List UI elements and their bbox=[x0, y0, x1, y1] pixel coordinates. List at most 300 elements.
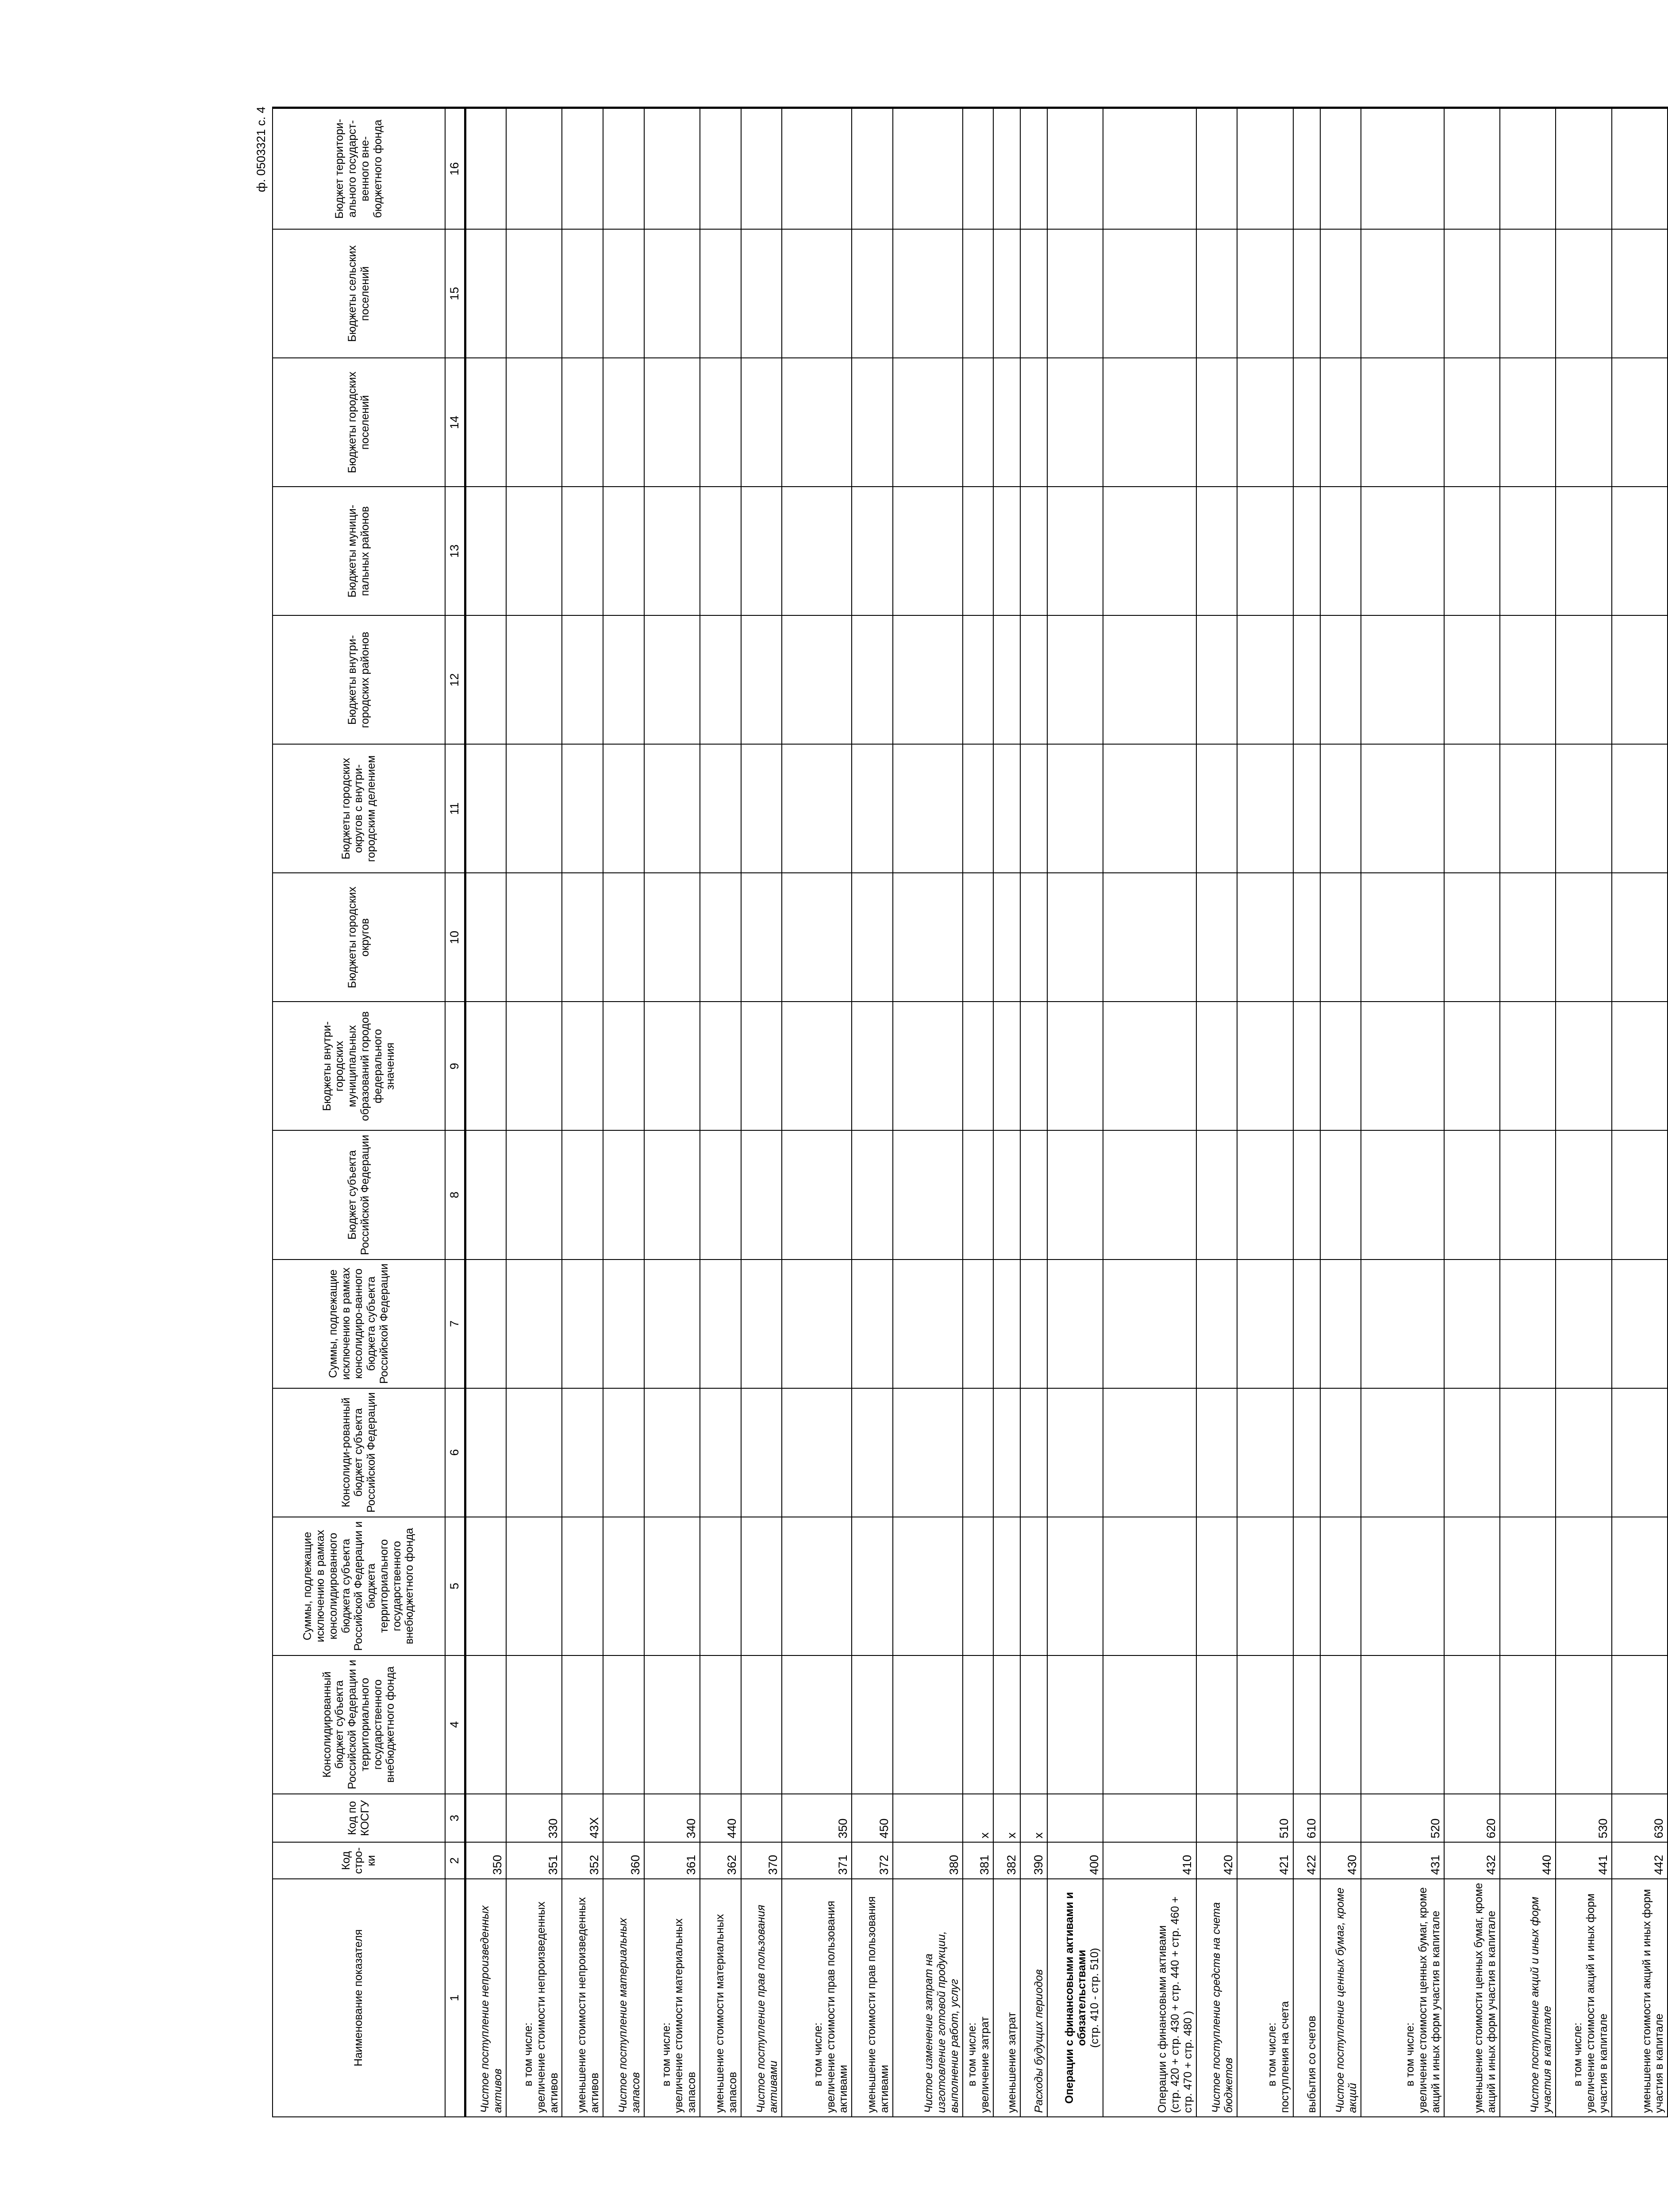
value-cell-col-5 bbox=[741, 1517, 782, 1655]
value-cell-col-13 bbox=[1047, 487, 1103, 615]
value-cell-col-15 bbox=[1556, 229, 1611, 358]
row-name bbox=[465, 1879, 506, 2117]
value-cell-col-10 bbox=[1293, 873, 1320, 1002]
value-cell-col-7 bbox=[963, 1260, 993, 1388]
table-row bbox=[506, 108, 562, 2117]
value-cell-col-16 bbox=[893, 108, 963, 230]
value-cell-col-10 bbox=[562, 873, 603, 1002]
value-cell-col-10 bbox=[963, 873, 993, 1002]
value-cell-col-5 bbox=[1237, 1517, 1293, 1655]
table-row bbox=[1556, 108, 1611, 2117]
value-cell-col-14 bbox=[782, 358, 852, 487]
value-cell-col-8 bbox=[1320, 1130, 1361, 1259]
value-cell-col-4 bbox=[1361, 1655, 1444, 1794]
value-cell-col-13 bbox=[644, 487, 700, 615]
value-cell-col-13 bbox=[1237, 487, 1293, 615]
value-cell-col-6 bbox=[1196, 1388, 1238, 1517]
value-cell-col-12 bbox=[782, 615, 852, 744]
value-cell-col-6 bbox=[1293, 1388, 1320, 1517]
value-cell-col-4 bbox=[741, 1655, 782, 1794]
header-col-12: Бюджеты внутри-городских районов bbox=[273, 615, 445, 744]
value-cell-col-9 bbox=[1361, 1002, 1444, 1130]
row-kosgu: 530 bbox=[1556, 1794, 1611, 1843]
value-cell-col-14 bbox=[1103, 358, 1196, 487]
value-cell-col-16 bbox=[1444, 108, 1500, 230]
value-cell-col-14 bbox=[963, 358, 993, 487]
value-cell-col-4 bbox=[852, 1655, 893, 1794]
value-cell-col-4 bbox=[700, 1655, 741, 1794]
value-cell-col-7 bbox=[893, 1260, 963, 1388]
value-cell-col-7 bbox=[1361, 1260, 1444, 1388]
value-cell-col-11 bbox=[1293, 744, 1320, 873]
header-col-14: Бюджеты городских поселений bbox=[273, 358, 445, 487]
value-cell-col-15 bbox=[506, 229, 562, 358]
table-row bbox=[1196, 108, 1238, 2117]
row-kosgu: 520 bbox=[1361, 1794, 1444, 1843]
value-cell-col-10 bbox=[1196, 873, 1238, 1002]
value-cell-col-13 bbox=[1361, 487, 1444, 615]
value-cell-col-4 bbox=[1237, 1655, 1293, 1794]
row-name bbox=[1293, 1879, 1320, 2117]
value-cell-col-6 bbox=[465, 1388, 506, 1517]
row-code: 441 bbox=[1556, 1842, 1611, 1878]
header-col-11: Бюджеты городских округов с внутри-городским делением bbox=[273, 744, 445, 873]
column-number-10: 10 bbox=[445, 873, 465, 1002]
value-cell-col-6 bbox=[700, 1388, 741, 1517]
row-kosgu: 330 bbox=[506, 1794, 562, 1843]
value-cell-col-12 bbox=[893, 615, 963, 744]
value-cell-col-13 bbox=[1500, 487, 1556, 615]
value-cell-col-15 bbox=[1612, 229, 1668, 358]
column-number-16: 16 bbox=[445, 108, 465, 230]
value-cell-col-10 bbox=[603, 873, 644, 1002]
row-name bbox=[1020, 1879, 1047, 2117]
table-row bbox=[700, 108, 741, 2117]
value-cell-col-6 bbox=[993, 1388, 1020, 1517]
column-number-1: 1 bbox=[445, 1879, 465, 2117]
value-cell-col-6 bbox=[1103, 1388, 1196, 1517]
value-cell-col-14 bbox=[993, 358, 1020, 487]
value-cell-col-15 bbox=[700, 229, 741, 358]
value-cell-col-7 bbox=[993, 1260, 1020, 1388]
value-cell-col-15 bbox=[603, 229, 644, 358]
value-cell-col-5 bbox=[852, 1517, 893, 1655]
value-cell-col-14 bbox=[1320, 358, 1361, 487]
value-cell-col-5 bbox=[1444, 1517, 1500, 1655]
row-code: 360 bbox=[603, 1842, 644, 1878]
value-cell-col-9 bbox=[1320, 1002, 1361, 1130]
value-cell-col-7 bbox=[644, 1260, 700, 1388]
row-name-text: уменьшение стоимости прав пользования активами bbox=[865, 1896, 891, 2113]
value-cell-col-13 bbox=[465, 487, 506, 615]
value-cell-col-13 bbox=[1293, 487, 1320, 615]
value-cell-col-14 bbox=[1293, 358, 1320, 487]
row-name-text: Чистое поступление материальных запасов bbox=[617, 1918, 642, 2113]
table-row bbox=[1361, 108, 1444, 2117]
table-row bbox=[1103, 108, 1196, 2117]
row-kosgu: x bbox=[1020, 1794, 1047, 1843]
value-cell-col-10 bbox=[1612, 873, 1668, 1002]
value-cell-col-13 bbox=[1612, 487, 1668, 615]
value-cell-col-11 bbox=[1556, 744, 1611, 873]
row-name bbox=[1556, 1879, 1611, 2117]
row-name bbox=[852, 1879, 893, 2117]
value-cell-col-4 bbox=[993, 1655, 1020, 1794]
table-row bbox=[1612, 108, 1668, 2117]
value-cell-col-15 bbox=[893, 229, 963, 358]
row-code: 400 bbox=[1047, 1842, 1103, 1878]
value-cell-col-7 bbox=[1020, 1260, 1047, 1388]
value-cell-col-6 bbox=[644, 1388, 700, 1517]
header-col-9: Бюджеты внутри-городских муниципальных образований городов федерального значения bbox=[273, 1002, 445, 1130]
header-col-3: Код по КОСГУ bbox=[273, 1794, 445, 1843]
row-code: 442 bbox=[1612, 1842, 1668, 1878]
value-cell-col-6 bbox=[1444, 1388, 1500, 1517]
value-cell-col-13 bbox=[852, 487, 893, 615]
value-cell-col-10 bbox=[1047, 873, 1103, 1002]
row-name-text: Чистое поступление непроизведенных активов bbox=[479, 1905, 504, 2113]
value-cell-col-15 bbox=[1320, 229, 1361, 358]
value-cell-col-4 bbox=[562, 1655, 603, 1794]
column-number-3: 3 bbox=[445, 1794, 465, 1843]
value-cell-col-15 bbox=[782, 229, 852, 358]
value-cell-col-11 bbox=[1444, 744, 1500, 873]
value-cell-col-15 bbox=[741, 229, 782, 358]
row-name-subtext: (стр. 420 + стр. 430 + стр. 440 + стр. 460 + стр. 470 + стр. 480 ) bbox=[1169, 1896, 1194, 2113]
value-cell-col-6 bbox=[1320, 1388, 1361, 1517]
value-cell-col-16 bbox=[1361, 108, 1444, 230]
value-cell-col-13 bbox=[1020, 487, 1047, 615]
value-cell-col-6 bbox=[782, 1388, 852, 1517]
value-cell-col-12 bbox=[603, 615, 644, 744]
value-cell-col-9 bbox=[1103, 1002, 1196, 1130]
row-code: 380 bbox=[893, 1842, 963, 1878]
value-cell-col-15 bbox=[1500, 229, 1556, 358]
value-cell-col-5 bbox=[963, 1517, 993, 1655]
value-cell-col-8 bbox=[506, 1130, 562, 1259]
value-cell-col-8 bbox=[782, 1130, 852, 1259]
value-cell-col-5 bbox=[1020, 1517, 1047, 1655]
value-cell-col-16 bbox=[1196, 108, 1238, 230]
value-cell-col-8 bbox=[1500, 1130, 1556, 1259]
value-cell-col-4 bbox=[644, 1655, 700, 1794]
row-kosgu: x bbox=[993, 1794, 1020, 1843]
value-cell-col-16 bbox=[603, 108, 644, 230]
value-cell-col-16 bbox=[1612, 108, 1668, 230]
row-kosgu bbox=[1320, 1794, 1361, 1843]
value-cell-col-14 bbox=[1556, 358, 1611, 487]
row-kosgu: 610 bbox=[1293, 1794, 1320, 1843]
value-cell-col-6 bbox=[1361, 1388, 1444, 1517]
row-code: 361 bbox=[644, 1842, 700, 1878]
value-cell-col-9 bbox=[1444, 1002, 1500, 1130]
row-code: 431 bbox=[1361, 1842, 1444, 1878]
value-cell-col-12 bbox=[1020, 615, 1047, 744]
value-cell-col-9 bbox=[852, 1002, 893, 1130]
row-name-text: Чистое поступление средств на счета бюджетов bbox=[1210, 1902, 1235, 2113]
value-cell-col-4 bbox=[1020, 1655, 1047, 1794]
value-cell-col-9 bbox=[741, 1002, 782, 1130]
row-name-text: уменьшение стоимости непроизведенных активов bbox=[576, 1897, 601, 2113]
value-cell-col-15 bbox=[1020, 229, 1047, 358]
value-cell-col-4 bbox=[1103, 1655, 1196, 1794]
value-cell-col-5 bbox=[1556, 1517, 1611, 1655]
value-cell-col-4 bbox=[1500, 1655, 1556, 1794]
value-cell-col-15 bbox=[1293, 229, 1320, 358]
value-cell-col-13 bbox=[741, 487, 782, 615]
value-cell-col-10 bbox=[700, 873, 741, 1002]
value-cell-col-14 bbox=[644, 358, 700, 487]
row-kosgu: 450 bbox=[852, 1794, 893, 1843]
value-cell-col-4 bbox=[1320, 1655, 1361, 1794]
row-name bbox=[1361, 1879, 1444, 2117]
value-cell-col-6 bbox=[1500, 1388, 1556, 1517]
value-cell-col-11 bbox=[963, 744, 993, 873]
table-row bbox=[741, 108, 782, 2117]
value-cell-col-14 bbox=[603, 358, 644, 487]
row-code: 351 bbox=[506, 1842, 562, 1878]
value-cell-col-4 bbox=[893, 1655, 963, 1794]
row-name bbox=[893, 1879, 963, 2117]
row-name-text: в том числе: bbox=[1266, 2022, 1278, 2086]
value-cell-col-5 bbox=[1196, 1517, 1238, 1655]
table-row bbox=[1444, 108, 1500, 2117]
value-cell-col-4 bbox=[1047, 1655, 1103, 1794]
value-cell-col-5 bbox=[993, 1517, 1020, 1655]
row-kosgu bbox=[1196, 1794, 1238, 1843]
value-cell-col-16 bbox=[1237, 108, 1293, 230]
row-code: 371 bbox=[782, 1842, 852, 1878]
header-col-15: Бюджеты сельских поселений bbox=[273, 229, 445, 358]
value-cell-col-5 bbox=[506, 1517, 562, 1655]
value-cell-col-15 bbox=[852, 229, 893, 358]
value-cell-col-7 bbox=[1103, 1260, 1196, 1388]
value-cell-col-6 bbox=[1556, 1388, 1611, 1517]
value-cell-col-8 bbox=[1361, 1130, 1444, 1259]
row-code: 430 bbox=[1320, 1842, 1361, 1878]
value-cell-col-12 bbox=[1196, 615, 1238, 744]
value-cell-col-16 bbox=[1047, 108, 1103, 230]
value-cell-col-15 bbox=[1047, 229, 1103, 358]
row-name bbox=[644, 1879, 700, 2117]
column-number-6: 6 bbox=[445, 1388, 465, 1517]
value-cell-col-9 bbox=[1020, 1002, 1047, 1130]
value-cell-col-9 bbox=[506, 1002, 562, 1130]
row-code: 381 bbox=[963, 1842, 993, 1878]
value-cell-col-11 bbox=[603, 744, 644, 873]
value-cell-col-10 bbox=[893, 873, 963, 1002]
row-code: 432 bbox=[1444, 1842, 1500, 1878]
column-number-5: 5 bbox=[445, 1517, 465, 1655]
value-cell-col-12 bbox=[963, 615, 993, 744]
value-cell-col-13 bbox=[562, 487, 603, 615]
header-col-16: Бюджет территори-ального государст-венного вне-бюджетного фонда bbox=[273, 108, 445, 230]
row-name-text: Операции с финансовыми активами bbox=[1156, 1925, 1169, 2113]
value-cell-col-7 bbox=[562, 1260, 603, 1388]
value-cell-col-9 bbox=[782, 1002, 852, 1130]
value-cell-col-14 bbox=[741, 358, 782, 487]
value-cell-col-11 bbox=[644, 744, 700, 873]
value-cell-col-9 bbox=[1612, 1002, 1668, 1130]
value-cell-col-8 bbox=[562, 1130, 603, 1259]
row-kosgu bbox=[603, 1794, 644, 1843]
row-code: 422 bbox=[1293, 1842, 1320, 1878]
table-row bbox=[603, 108, 644, 2117]
value-cell-col-12 bbox=[1293, 615, 1320, 744]
row-name-text: Чистое поступление ценных бумаг, кроме акций bbox=[1334, 1887, 1359, 2113]
value-cell-col-4 bbox=[963, 1655, 993, 1794]
row-code: 370 bbox=[741, 1842, 782, 1878]
value-cell-col-9 bbox=[1237, 1002, 1293, 1130]
value-cell-col-11 bbox=[852, 744, 893, 873]
value-cell-col-16 bbox=[1293, 108, 1320, 230]
value-cell-col-5 bbox=[700, 1517, 741, 1655]
value-cell-col-6 bbox=[893, 1388, 963, 1517]
value-cell-col-9 bbox=[700, 1002, 741, 1130]
value-cell-col-14 bbox=[1612, 358, 1668, 487]
table-row bbox=[782, 108, 852, 2117]
value-cell-col-13 bbox=[603, 487, 644, 615]
value-cell-col-15 bbox=[644, 229, 700, 358]
value-cell-col-10 bbox=[1320, 873, 1361, 1002]
value-cell-col-11 bbox=[782, 744, 852, 873]
table-row bbox=[852, 108, 893, 2117]
header-col-6: Консолиди-рованный бюджет субъекта Российской Федерации bbox=[273, 1388, 445, 1517]
value-cell-col-6 bbox=[741, 1388, 782, 1517]
value-cell-col-7 bbox=[741, 1260, 782, 1388]
value-cell-col-11 bbox=[506, 744, 562, 873]
column-number-4: 4 bbox=[445, 1655, 465, 1794]
value-cell-col-13 bbox=[1556, 487, 1611, 615]
value-cell-col-8 bbox=[1196, 1130, 1238, 1259]
header-col-2: Код стро-ки bbox=[273, 1842, 445, 1878]
value-cell-col-8 bbox=[644, 1130, 700, 1259]
value-cell-col-11 bbox=[1103, 744, 1196, 873]
value-cell-col-16 bbox=[963, 108, 993, 230]
value-cell-col-15 bbox=[963, 229, 993, 358]
value-cell-col-8 bbox=[700, 1130, 741, 1259]
value-cell-col-4 bbox=[506, 1655, 562, 1794]
value-cell-col-5 bbox=[562, 1517, 603, 1655]
value-cell-col-10 bbox=[465, 873, 506, 1002]
row-code: 421 bbox=[1237, 1842, 1293, 1878]
row-code: 420 bbox=[1196, 1842, 1238, 1878]
row-name-subtext: поступления на счета bbox=[1278, 2001, 1291, 2113]
value-cell-col-10 bbox=[1020, 873, 1047, 1002]
table-row bbox=[1047, 108, 1103, 2117]
rotated-form bbox=[254, 107, 1668, 2117]
row-kosgu: 340 bbox=[644, 1794, 700, 1843]
row-name-text: в том числе: bbox=[1404, 2022, 1417, 2086]
value-cell-col-10 bbox=[1500, 873, 1556, 1002]
value-cell-col-8 bbox=[465, 1130, 506, 1259]
value-cell-col-11 bbox=[893, 744, 963, 873]
value-cell-col-16 bbox=[1556, 108, 1611, 230]
value-cell-col-9 bbox=[893, 1002, 963, 1130]
row-name-subtext: увеличение стоимости акций и иных форм участия в капитале bbox=[1584, 1893, 1610, 2113]
value-cell-col-13 bbox=[1320, 487, 1361, 615]
value-cell-col-11 bbox=[1020, 744, 1047, 873]
value-cell-col-5 bbox=[1047, 1517, 1103, 1655]
value-cell-col-5 bbox=[1320, 1517, 1361, 1655]
value-cell-col-8 bbox=[1444, 1130, 1500, 1259]
value-cell-col-7 bbox=[1320, 1260, 1361, 1388]
value-cell-col-8 bbox=[1556, 1130, 1611, 1259]
row-code: 362 bbox=[700, 1842, 741, 1878]
value-cell-col-11 bbox=[700, 744, 741, 873]
value-cell-col-4 bbox=[1556, 1655, 1611, 1794]
column-number-8: 8 bbox=[445, 1130, 465, 1259]
value-cell-col-14 bbox=[506, 358, 562, 487]
value-cell-col-10 bbox=[852, 873, 893, 1002]
value-cell-col-12 bbox=[700, 615, 741, 744]
value-cell-col-7 bbox=[852, 1260, 893, 1388]
value-cell-col-9 bbox=[1500, 1002, 1556, 1130]
value-cell-col-4 bbox=[1444, 1655, 1500, 1794]
row-code: 390 bbox=[1020, 1842, 1047, 1878]
table-row bbox=[1237, 108, 1293, 2117]
column-number-12: 12 bbox=[445, 615, 465, 744]
value-cell-col-5 bbox=[1361, 1517, 1444, 1655]
value-cell-col-12 bbox=[993, 615, 1020, 744]
row-kosgu bbox=[741, 1794, 782, 1843]
value-cell-col-14 bbox=[852, 358, 893, 487]
value-cell-col-7 bbox=[1500, 1260, 1556, 1388]
table-row bbox=[993, 108, 1020, 2117]
value-cell-col-5 bbox=[1612, 1517, 1668, 1655]
row-name bbox=[700, 1879, 741, 2117]
value-cell-col-10 bbox=[741, 873, 782, 1002]
row-kosgu: 510 bbox=[1237, 1794, 1293, 1843]
value-cell-col-9 bbox=[963, 1002, 993, 1130]
row-kosgu: x bbox=[963, 1794, 993, 1843]
value-cell-col-6 bbox=[1612, 1388, 1668, 1517]
row-name-subtext: увеличение стоимости непроизведенных активов bbox=[534, 1901, 560, 2113]
value-cell-col-16 bbox=[1103, 108, 1196, 230]
value-cell-col-9 bbox=[1293, 1002, 1320, 1130]
row-kosgu bbox=[1500, 1794, 1556, 1843]
table-row bbox=[1320, 108, 1361, 2117]
value-cell-col-13 bbox=[700, 487, 741, 615]
value-cell-col-13 bbox=[893, 487, 963, 615]
value-cell-col-9 bbox=[1047, 1002, 1103, 1130]
value-cell-col-11 bbox=[993, 744, 1020, 873]
header-col-5: Суммы, подлежащие исключению в рамках консолидированного бюджета субъекта Российской Федерации и бюджета территориального государственного внебюджетного фонда bbox=[273, 1517, 445, 1655]
row-name-text: Чистое изменение затрат на изготовление готовой продукции, выполнение работ, услуг bbox=[922, 1931, 961, 2113]
value-cell-col-12 bbox=[1500, 615, 1556, 744]
value-cell-col-13 bbox=[1196, 487, 1238, 615]
row-name bbox=[1612, 1879, 1668, 2117]
value-cell-col-11 bbox=[562, 744, 603, 873]
value-cell-col-6 bbox=[1237, 1388, 1293, 1517]
value-cell-col-5 bbox=[603, 1517, 644, 1655]
row-name bbox=[1237, 1879, 1293, 2117]
row-kosgu: 350 bbox=[782, 1794, 852, 1843]
row-name bbox=[1047, 1879, 1103, 2117]
value-cell-col-15 bbox=[1237, 229, 1293, 358]
header-col-7: Суммы, подлежащие исключению в рамках консолидиро-ванного бюджета субъекта Российской Федерации bbox=[273, 1260, 445, 1388]
value-cell-col-5 bbox=[1293, 1517, 1320, 1655]
column-number-14: 14 bbox=[445, 358, 465, 487]
value-cell-col-5 bbox=[1500, 1517, 1556, 1655]
table-row bbox=[893, 108, 963, 2117]
value-cell-col-12 bbox=[1047, 615, 1103, 744]
row-name-text: уменьшение стоимости материальных запасов bbox=[714, 1914, 739, 2113]
column-number-15: 15 bbox=[445, 229, 465, 358]
value-cell-col-8 bbox=[963, 1130, 993, 1259]
value-cell-col-12 bbox=[1444, 615, 1500, 744]
value-cell-col-12 bbox=[506, 615, 562, 744]
